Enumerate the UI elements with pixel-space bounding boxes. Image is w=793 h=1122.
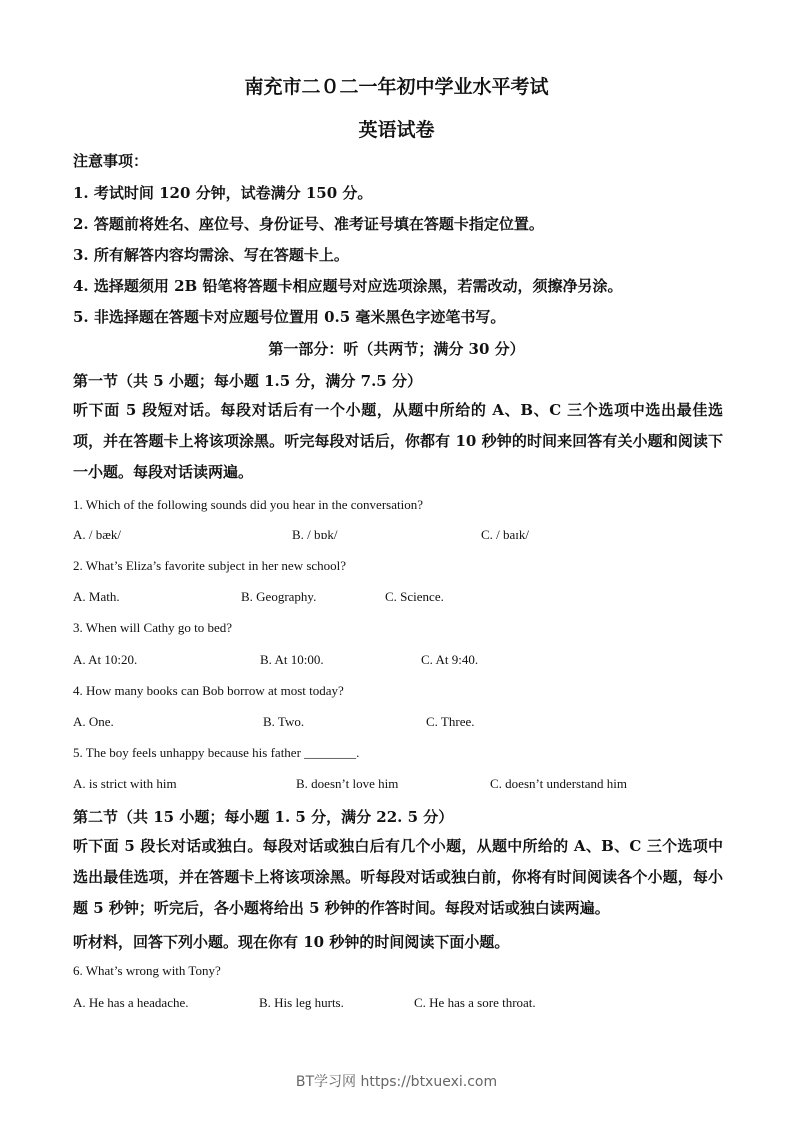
exam-subtitle: 英语试卷 [358,119,435,141]
question-2: 2. What’s Eliza’s favorite subject in her new school? [73,558,347,573]
note-item: 2. 答题前将姓名、座位号、身份证号、准考证号填在答题卡指定位置。 [73,215,544,233]
section2-instructions: 听下面 5 段长对话或独白。每段对话或独白后有几个小题，从题中所给的 A、B、C 三个选项中选出最佳选项，并在答题卡上将该项涂黑。听每段对话或独白前，你将有时间阅读各个小题，每小题 5 秒钟；听完后，各小题将给出 5 秒钟的作答时间。每段对话或独白读两遍。 [73,837,723,917]
q5-option-c: C. doesn’t understand him [490,776,627,791]
q6-option-b: B. His leg hurts. [259,995,344,1010]
q3-option-b: B. At 10:00. [260,652,324,667]
q5-option-b: B. doesn’t love him [296,776,399,791]
section1-heading: 第一节（共 5 小题；每小题 1.5 分，满分 7.5 分） [73,372,422,390]
q3-option-c: C. At 9:40. [421,652,479,667]
section2-heading: 第二节（共 15 小题；每小题 1. 5 分，满分 22. 5 分） [73,808,454,826]
exam-title: 南充市二０二一年初中学业水平考试 [244,76,549,98]
q4-option-a: A. One. [73,714,114,729]
material-prompt: 听材料，回答下列小题。现在你有 10 秒钟的时间阅读下面小题。 [73,933,510,951]
q1-option-b: B. / bɒk/ [292,527,338,542]
q2-option-b: B. Geography. [241,589,317,604]
section1-instructions: 听下面 5 段短对话。每段对话后有一个小题，从题中所给的 A、B、C 三个选项中选出最佳选项，并在答题卡上将该项涂黑。听完每段对话后，你都有 10 秒钟的时间来回答有关小题和阅读下一小题。每段对话读两遍。 [73,401,723,481]
q6-option-c: C. He has a sore throat. [414,995,536,1010]
q6-option-a: A. He has a headache. [73,995,189,1010]
question-4: 4. How many books can Bob borrow at most today? [73,683,344,698]
question-6: 6. What’s wrong with Tony? [73,963,221,978]
q1-option-c: C. / baɪk/ [481,527,530,542]
note-item: 1. 考试时间 120 分钟，试卷满分 150 分。 [73,184,373,202]
note-item: 5. 非选择题在答题卡对应题号位置用 0.5 毫米黑色字迹笔书写。 [73,308,506,326]
q4-option-c: C. Three. [426,714,475,729]
q5-option-a: A. is strict with him [73,776,177,791]
footer-watermark: BT学习网 https://btxuexi.com [295,1074,498,1090]
note-item: 3. 所有解答内容均需涂、写在答题卡上。 [73,246,349,264]
question-1: 1. Which of the following sounds did you hear in the conversation? [73,497,423,512]
q4-option-b: B. Two. [263,714,305,729]
notes-heading: 注意事项： [73,152,149,170]
q2-option-a: A. Math. [73,589,120,604]
q2-option-c: C. Science. [385,589,444,604]
note-item: 4. 选择题须用 2B 铅笔将答题卡相应题号对应选项涂黑，若需改动，须擦净另涂。 [73,277,623,295]
question-3: 3. When will Cathy go to bed? [73,620,232,635]
part1-title: 第一部分：听（共两节；满分 30 分） [268,340,525,358]
q3-option-a: A. At 10:20. [73,652,138,667]
q1-option-a: A. / bæk/ [73,527,122,542]
question-5: 5. The boy feels unhappy because his father ________. [73,745,360,760]
